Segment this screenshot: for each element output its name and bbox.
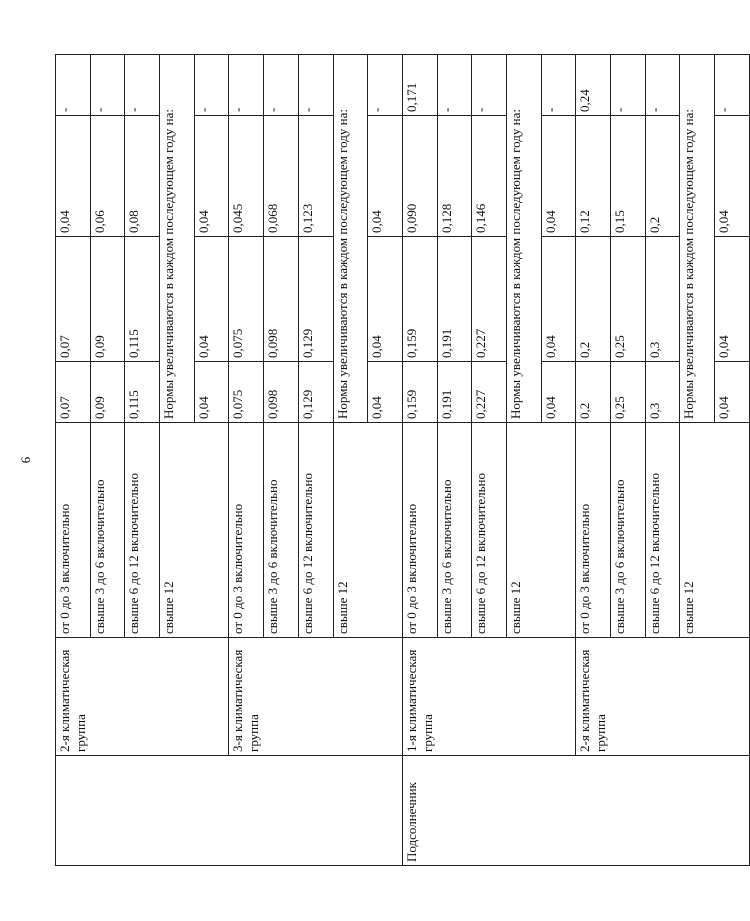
storage-period-cell: свыше 6 до 12 включительно	[298, 423, 333, 638]
norm-value-cell: 0,04	[56, 116, 91, 237]
norm-value-cell: 0,159	[402, 362, 437, 423]
norm-increment-cell: -	[194, 55, 229, 116]
norm-increment-cell: 0,04	[541, 116, 576, 237]
norm-value-cell: -	[645, 55, 680, 116]
norm-value-cell: 0,3	[645, 362, 680, 423]
table-row	[56, 55, 91, 866]
norm-value-cell: -	[125, 55, 160, 116]
norm-value-cell: 0,146	[472, 116, 507, 237]
norm-value-cell: 0,191	[437, 362, 472, 423]
norm-increment-cell: 0,04	[541, 237, 576, 362]
norm-increment-cell: -	[541, 55, 576, 116]
norm-value-cell: 0,2	[576, 362, 611, 423]
norm-value-cell: 0,115	[125, 237, 160, 362]
norm-value-cell: 0,098	[264, 362, 299, 423]
norm-value-cell: 0,123	[298, 116, 333, 237]
storage-period-cell: свыше 3 до 6 включительно	[90, 423, 125, 638]
norm-value-cell: 0,2	[645, 116, 680, 237]
norm-value-cell: 0,09	[90, 237, 125, 362]
storage-period-cell: свыше 6 до 12 включительно	[472, 423, 507, 638]
norm-value-cell: 0,12	[576, 116, 611, 237]
norm-value-cell: 0,129	[298, 237, 333, 362]
norm-value-cell: 0,227	[472, 237, 507, 362]
storage-period-cell: свыше 3 до 6 включительно	[437, 423, 472, 638]
increase-note-cell: Нормы увеличиваются в каждом последующем году на:	[333, 55, 368, 423]
norm-value-cell: 0,2	[576, 237, 611, 362]
norm-increment-cell: 0,04	[368, 116, 403, 237]
norm-value-cell: 0,098	[264, 237, 299, 362]
storage-period-cell: от 0 до 3 включительно	[229, 423, 264, 638]
table-body	[56, 55, 750, 866]
crop-cell	[56, 756, 403, 866]
norm-value-cell: 0,159	[402, 237, 437, 362]
storage-period-cell: свыше 12	[680, 423, 749, 638]
norm-value-cell: 0,15	[611, 116, 646, 237]
storage-period-cell: от 0 до 3 включительно	[402, 423, 437, 638]
norm-value-cell: 0,25	[611, 237, 646, 362]
norm-value-cell: 0,07	[56, 237, 91, 362]
norm-increment-cell: -	[715, 55, 750, 116]
norm-increment-cell: 0,04	[715, 237, 750, 362]
norm-value-cell: 0,09	[90, 362, 125, 423]
norm-increment-cell: 0,04	[194, 116, 229, 237]
norm-value-cell: 0,227	[472, 362, 507, 423]
norm-value-cell: 0,090	[402, 116, 437, 237]
norm-increment-cell: 0,04	[194, 237, 229, 362]
storage-period-cell: свыше 12	[160, 423, 229, 638]
norm-value-cell: 0,25	[611, 362, 646, 423]
norm-value-cell: 0,115	[125, 362, 160, 423]
storage-period-cell: свыше 3 до 6 включительно	[264, 423, 299, 638]
increase-note-cell: Нормы увеличиваются в каждом последующем году на:	[160, 55, 195, 423]
norm-value-cell: 0,191	[437, 237, 472, 362]
climate-group-cell: 2-я климатическая группа	[576, 638, 749, 756]
norm-value-cell: -	[90, 55, 125, 116]
norm-value-cell: 0,3	[645, 237, 680, 362]
norm-value-cell: 0,129	[298, 362, 333, 423]
norm-value-cell: -	[437, 55, 472, 116]
storage-period-cell: свыше 6 до 12 включительно	[125, 423, 160, 638]
norm-value-cell: 0,24	[576, 55, 611, 116]
norm-increment-cell: 0,04	[715, 116, 750, 237]
climate-group-cell: 3-я климатическая группа	[229, 638, 402, 756]
increase-note-cell: Нормы увеличиваются в каждом последующем году на:	[506, 55, 541, 423]
norm-value-cell: 0,07	[56, 362, 91, 423]
climate-group-cell: 1-я климатическая группа	[402, 638, 575, 756]
norm-value-cell: 0,045	[229, 116, 264, 237]
norm-value-cell: 0,06	[90, 116, 125, 237]
storage-norms-table	[55, 54, 750, 866]
norm-value-cell: 0,171	[402, 55, 437, 116]
norm-increment-cell: -	[368, 55, 403, 116]
rotated-page-content	[55, 55, 732, 866]
storage-period-cell: от 0 до 3 включительно	[56, 423, 91, 638]
norm-increment-cell: 0,04	[541, 362, 576, 423]
norm-value-cell: 0,075	[229, 237, 264, 362]
norm-value-cell: 0,128	[437, 116, 472, 237]
increase-note-cell: Нормы увеличиваются в каждом последующем году на:	[680, 55, 715, 423]
table-rotation-wrapper	[55, 55, 732, 866]
norm-value-cell: 0,068	[264, 116, 299, 237]
storage-period-cell: свыше 6 до 12 включительно	[645, 423, 680, 638]
norm-increment-cell: 0,04	[715, 362, 750, 423]
page-number: 9	[18, 456, 34, 464]
norm-value-cell: -	[298, 55, 333, 116]
storage-period-cell: свыше 12	[506, 423, 575, 638]
norm-value-cell: -	[264, 55, 299, 116]
table-row	[402, 55, 437, 866]
norm-value-cell: -	[229, 55, 264, 116]
storage-period-cell: от 0 до 3 включительно	[576, 423, 611, 638]
norm-value-cell: -	[611, 55, 646, 116]
norm-value-cell: -	[56, 55, 91, 116]
norm-increment-cell: 0,04	[368, 362, 403, 423]
crop-cell: Подсолнечник	[402, 756, 749, 866]
norm-increment-cell: 0,04	[368, 237, 403, 362]
table-row	[576, 55, 611, 866]
storage-period-cell: свыше 3 до 6 включительно	[611, 423, 646, 638]
norm-increment-cell: 0,04	[194, 362, 229, 423]
norm-value-cell: -	[472, 55, 507, 116]
norm-value-cell: 0,08	[125, 116, 160, 237]
storage-period-cell: свыше 12	[333, 423, 402, 638]
table-row	[229, 55, 264, 866]
norm-value-cell: 0,075	[229, 362, 264, 423]
climate-group-cell: 2-я климатическая группа	[56, 638, 229, 756]
